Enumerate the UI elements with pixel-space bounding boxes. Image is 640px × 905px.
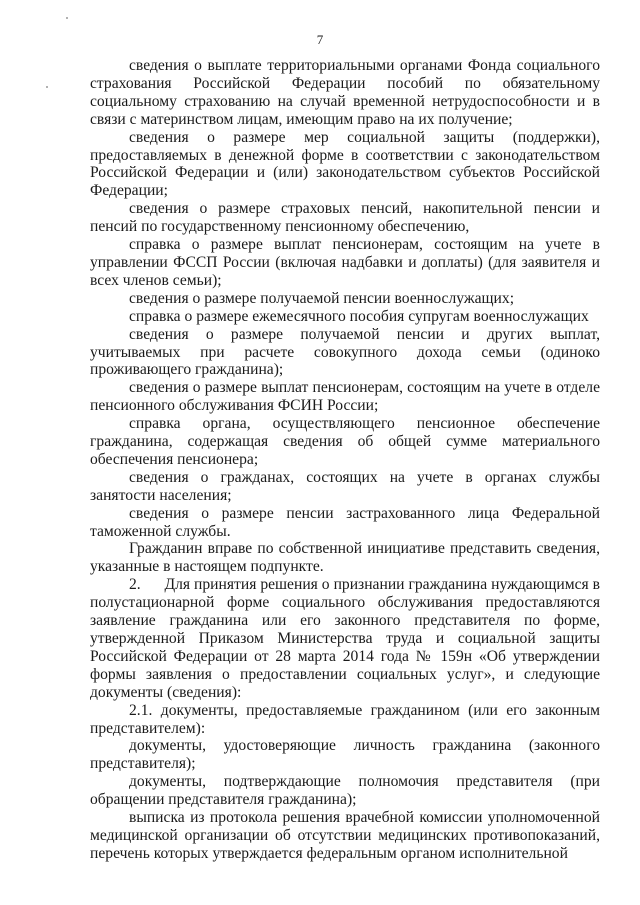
paragraph: документы, подтверждающие полномочия представителя (при обращении представителя гражданина); bbox=[90, 773, 600, 809]
scan-speck bbox=[46, 86, 48, 88]
numbered-paragraph: 2. Для принятия решения о признании гражданина нуждающимся в полустационарной форме социального обслуживания предоставляются заявление гражданина или его законного представителя по форме, утвержденной Приказом Министерства труда и социальной защиты Российской Федерации от 28 марта 2014 года № 159н «Об утверждении формы заявления о предоставлении социальных услуг», и следующие документы (сведения): bbox=[90, 576, 600, 701]
document-body bbox=[90, 57, 600, 863]
paragraph: справка органа, осуществляющего пенсионное обеспечение гражданина, содержащая сведения об общей сумме материального обеспечения пенсионера; bbox=[90, 415, 600, 468]
paragraph: выписка из протокола решения врачебной комиссии уполномоченной медицинской организации об отсутствии медицинских противопоказаний, перечень которых утверждается федеральным органом исполнительной bbox=[90, 809, 600, 862]
scan-speck bbox=[66, 17, 68, 19]
paragraph: сведения о размере пенсии застрахованного лица Федеральной таможенной службы. bbox=[90, 504, 600, 540]
paragraph: сведения о размере получаемой пенсии и других выплат, учитываемых при расчете совокупного дохода семьи (одиноко проживающего гражданина); bbox=[90, 325, 600, 379]
paragraph: Гражданин вправе по собственной инициативе представить сведения, указанные в настоящем подпункте. bbox=[90, 540, 600, 576]
paragraph: сведения о размере страховых пенсий, накопительной пенсии и пенсий по государственному пенсионному обеспечению, bbox=[90, 200, 600, 236]
paragraph: справка о размере ежемесячного пособия супругам военнослужащих bbox=[129, 307, 589, 325]
paragraph: сведения о размере выплат пенсионерам, состоящим на учете в отделе пенсионного обслуживания ФСИН России; bbox=[90, 379, 600, 415]
subsection-heading: 2.1. документы, предоставляемые гражданином (или его законным представителем): bbox=[90, 701, 600, 737]
paragraph: сведения о размере получаемой пенсии военнослужащих; bbox=[129, 289, 515, 307]
paragraph: сведения о размере мер социальной защиты (поддержки), предоставляемых в денежной форме в соответствии с законодательством Российской Федерации и (или) законодательством субъектов Российской Федерации; bbox=[90, 128, 600, 200]
page-number: 7 bbox=[316, 32, 324, 47]
paragraph: сведения о выплате территориальными органами Фонда социального страхования Российской Федерации пособий по обязательному социальному страхованию на случай временной нетрудоспособности и в связи с материнством лицам, имеющим право на их получение; bbox=[90, 57, 600, 128]
paragraph: сведения о гражданах, состоящих на учете в органах службы занятости населения; bbox=[90, 468, 600, 504]
paragraph: справка о размере выплат пенсионерам, состоящим на учете в управлении ФССП России (включая надбавки и доплаты) (для заявителя и всех членов семьи); bbox=[90, 236, 600, 289]
paragraph: документы, удостоверяющие личность гражданина (законного представителя); bbox=[90, 737, 600, 773]
